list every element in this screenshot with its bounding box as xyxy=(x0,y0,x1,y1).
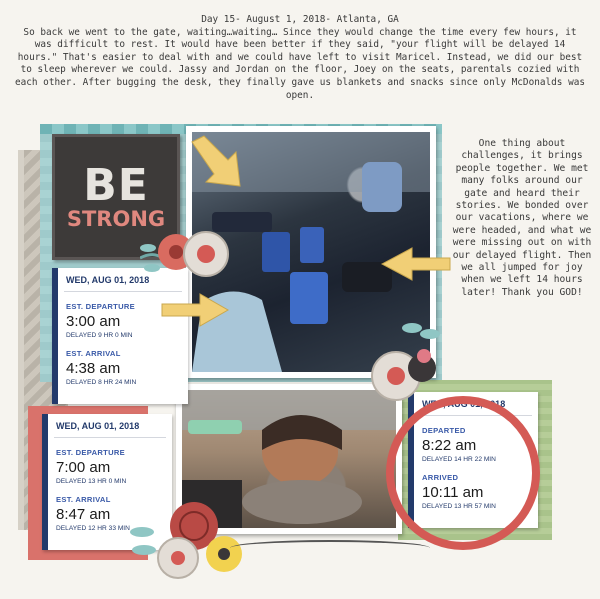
be-strong-line2: STRONG xyxy=(66,207,166,231)
flight-card-3-time-1: 8:22 am xyxy=(422,437,477,454)
arrow-icon xyxy=(188,134,248,194)
flight-card-2-label-2: EST. ARRIVAL xyxy=(56,495,111,504)
flight-card-2-delay-2: DELAYED 12 HR 33 MIN xyxy=(56,525,130,532)
flight-card-3-date: WED, AUG 01, 2018 xyxy=(422,399,506,409)
flight-card-3-time-2: 10:11 am xyxy=(422,484,484,501)
flight-card-1 xyxy=(52,268,188,404)
flight-card-1-date: WED, AUG 01, 2018 xyxy=(66,275,150,285)
flight-card-2-time-1: 7:00 am xyxy=(56,459,111,476)
arrow-icon xyxy=(160,290,230,330)
journal-text-side: One thing about challenges, it brings people together. We met many folks around our gate and heard their stories. We bonded over our vacations, where we were headed, and what we were missing out on with our delayed flight. Then we all jumped for joy when we left 14 hours later! Thank you GOD! xyxy=(452,138,592,298)
flower-icon xyxy=(360,312,456,404)
flight-card-2-date: WED, AUG 01, 2018 xyxy=(56,421,140,431)
flight-card-1-label-2: EST. ARRIVAL xyxy=(66,349,121,358)
decorative-swirl xyxy=(230,540,430,556)
journal-text-top xyxy=(14,14,586,102)
flight-card-1-delay-1: DELAYED 9 HR 0 MIN xyxy=(66,332,133,339)
flight-card-1-delay-2: DELAYED 8 HR 24 MIN xyxy=(66,379,137,386)
flight-card-1-label-1: EST. DEPARTURE xyxy=(66,302,136,311)
flight-card-3-label-2: ARRIVED xyxy=(422,473,459,482)
flower-icon xyxy=(128,492,248,588)
flight-card-2-delay-1: DELAYED 13 HR 0 MIN xyxy=(56,478,127,485)
flight-card-3-label-1: DEPARTED xyxy=(422,426,466,435)
be-strong-line1: BE xyxy=(83,160,149,211)
ring-frame-icon xyxy=(386,396,540,550)
flight-card-2-time-2: 8:47 am xyxy=(56,506,111,523)
flight-card-3-delay-1: DELAYED 14 HR 22 MIN xyxy=(422,456,496,463)
flower-icon xyxy=(140,218,240,288)
flight-card-1-time-2: 4:38 am xyxy=(66,360,121,377)
flight-card-1-time-1: 3:00 am xyxy=(66,313,121,330)
journal-title-line: Day 15- August 1, 2018- Atlanta, GA xyxy=(201,14,399,25)
flight-card-3-delay-2: DELAYED 13 HR 57 MIN xyxy=(422,503,496,510)
flight-card-2-label-1: EST. DEPARTURE xyxy=(56,448,126,457)
arrow-icon xyxy=(380,244,452,284)
journal-paragraph: So back we went to the gate, waiting…waiting… Since they would change the time every few hours, it was difficult to rest. It would have been better if they said, "your flight will be delayed 14 hours." That's easier to deal with and we could have left to visit Maricel. Instead, we did our best to sleep wherever we could. Jassy and Jordan on the floor, Joey on the seats, parentals cozied with each other. After bugging the desk, they finally gave us blankets and snacks since only McDonalds was open. xyxy=(14,26,586,101)
